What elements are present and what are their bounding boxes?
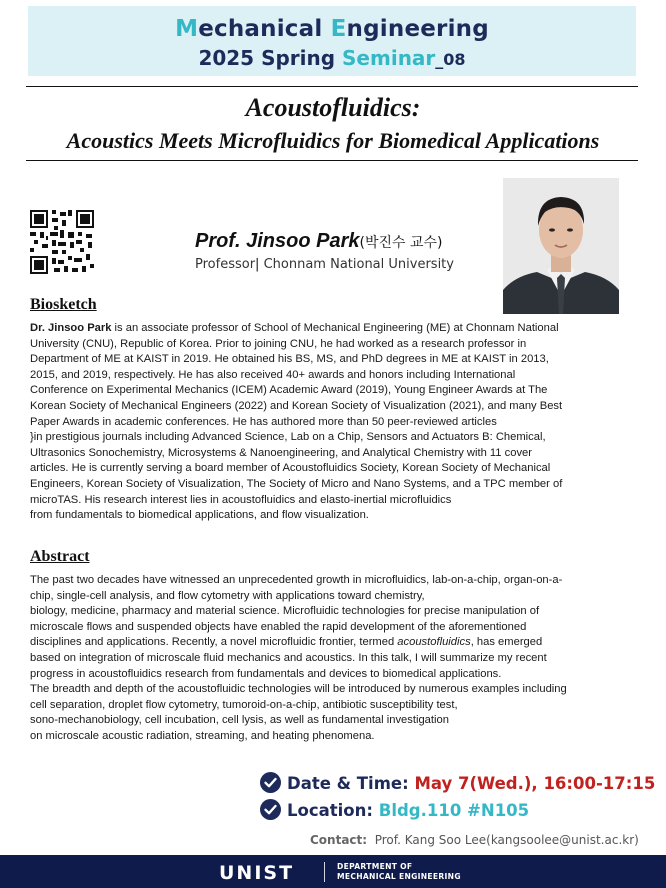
seminar-word: Seminar bbox=[342, 46, 436, 70]
footer-dept-line-2: MECHANICAL ENGINEERING bbox=[337, 872, 461, 881]
speaker-name-korean: (박진수 교수) bbox=[359, 235, 443, 251]
contact-info bbox=[310, 833, 639, 847]
seminar-year: 2025 Spring bbox=[198, 46, 343, 70]
abstract-heading: Abstract bbox=[30, 548, 90, 565]
biosketch-line: Paper Awards in academic conferences. He has authored more than 50 peer-reviewed articles bbox=[30, 415, 497, 428]
date-value: May 7(Wed.), 16:00-17:15 bbox=[414, 774, 656, 793]
dept-text-2: ngineering bbox=[346, 16, 489, 42]
abstract-line: biology, medicine, pharmacy and material science. Microfluidic technologies for precise manipulation of bbox=[30, 605, 540, 618]
footer-divider bbox=[324, 862, 325, 882]
talk-title-line-1: Acoustofluidics: bbox=[245, 93, 421, 122]
location-row bbox=[260, 801, 529, 825]
abstract-line: cell separation, droplet flow cytometry, tumoroid-on-a-chip, antibiotic susceptibility test, bbox=[30, 698, 458, 711]
biosketch-line: articles. He is currently serving a board member of Acoustofluidics Society, Korean Society of Mechanical bbox=[30, 462, 551, 475]
biosketch-line: Ultrasonics Sonochemistry, Microsystems & Nanoengineering, and Analytical Chemistry with 11 cover bbox=[30, 446, 532, 459]
affiliation-separator: | bbox=[255, 257, 260, 272]
location-label: Location: bbox=[287, 801, 373, 820]
biosketch-line: 2015, and 2019, respectively. He has also received 40+ awards and honors including International bbox=[30, 368, 516, 381]
speaker-name bbox=[195, 230, 443, 253]
biosketch-line: Conference on Experimental Mechanics (ICEM) Academic Award (2019), Young Engineer Awards at The bbox=[30, 384, 548, 397]
location-value: Bldg.110 #N105 bbox=[378, 801, 530, 820]
seminar-header bbox=[28, 6, 636, 76]
abstract-line: microscale flows and suspended objects have enabled the rapid development of the aforementioned bbox=[30, 620, 527, 633]
biosketch-line: microTAS. His research interest lies in acoustofluidics and elasto-inertial microfluidics bbox=[30, 493, 452, 506]
biosketch-line: }in prestigious journals including Advanced Science, Lab on a Chip, Sensors and Actuators B: Chemical, bbox=[30, 431, 546, 444]
abstract-line: based on integration of microscale fluid mechanics and acoustics. In this talk, I will summarize my recent bbox=[30, 651, 547, 664]
qr-code-icon[interactable] bbox=[28, 208, 96, 276]
abstract-line: progress in acoustofluidics research from fundamentals and devices to biomedical applications. bbox=[30, 667, 502, 680]
abstract-line: on microscale acoustic radiation, streaming, and heating phenomena. bbox=[30, 729, 375, 742]
abstract-line: chip, single-cell analysis, and flow cytometry with applications toward chemistry, bbox=[30, 589, 425, 602]
title-rule-bottom bbox=[26, 160, 638, 161]
speaker-affiliation bbox=[195, 257, 454, 272]
speaker-photo bbox=[503, 178, 619, 314]
biosketch-line: from fundamentals to biomedical applications, and flow visualization. bbox=[30, 509, 369, 522]
dept-text-1: echanical bbox=[198, 16, 331, 42]
footer-bar bbox=[0, 855, 666, 888]
biosketch-line: Engineers, Korean Society of Visualization, The Society of Micro and Nano Systems, and a TPC member of bbox=[30, 477, 563, 490]
biosketch-first-line: is an associate professor of School of Mechanical Engineering (ME) at Chonnam National bbox=[111, 322, 559, 334]
speaker-position: Professor bbox=[195, 257, 256, 272]
check-circle-icon bbox=[260, 772, 281, 793]
speaker-name-text: Prof. Jinsoo Park bbox=[195, 230, 360, 252]
abstract-line: sono-mechanobiology, cell incubation, cell lysis, as well as fundamental investigation bbox=[30, 714, 449, 727]
abstract-line bbox=[30, 635, 650, 651]
seminar-title bbox=[28, 46, 636, 70]
contact-label: Contact: bbox=[310, 833, 368, 847]
footer-dept-line-1: DEPARTMENT OF bbox=[337, 862, 413, 871]
footer-department bbox=[337, 862, 461, 882]
unist-logo: UNIST bbox=[219, 862, 295, 884]
biosketch-line: University (CNU), Republic of Korea. Prior to joining CNU, he had worked as a research professor in bbox=[30, 337, 527, 350]
department-title bbox=[28, 16, 636, 42]
biosketch-line: Korean Society of Mechanical Engineers (2022) and Korean Society of Visualization (2021), and many Best bbox=[30, 399, 563, 412]
seminar-number: _08 bbox=[435, 50, 466, 69]
title-rule-top bbox=[26, 86, 638, 87]
date-time-row bbox=[260, 774, 655, 798]
speaker-institution: Chonnam National University bbox=[263, 257, 454, 272]
abstract-line-pre: disciplines and applications. Recently, a novel microfluidic frontier, termed bbox=[30, 636, 398, 649]
talk-title-line-2: Acoustics Meets Microfluidics for Biomedical Applications bbox=[66, 128, 600, 153]
biosketch-heading: Biosketch bbox=[30, 296, 97, 313]
biosketch-line: Department of ME at KAIST in 2019. He obtained his BS, MS, and PhD degrees in ME at KAIST in 2013, bbox=[30, 353, 549, 366]
date-label: Date & Time: bbox=[287, 774, 409, 793]
biosketch-name: Dr. Jinsoo Park bbox=[30, 322, 112, 334]
abstract-line: The breadth and depth of the acoustofluidic technologies will be introduced by numerous examples including bbox=[30, 683, 567, 696]
dept-letter-m: M bbox=[175, 16, 199, 42]
abstract-text bbox=[30, 573, 650, 745]
check-circle-icon bbox=[260, 799, 281, 820]
abstract-italic-term: acoustofluidics bbox=[397, 636, 471, 649]
biosketch-text bbox=[30, 321, 650, 524]
contact-value[interactable]: Prof. Kang Soo Lee(kangsoolee@unist.ac.kr) bbox=[374, 833, 639, 847]
abstract-line: The past two decades have witnessed an unprecedented growth in microfluidics, lab-on-a-chip, organ-on-a- bbox=[30, 574, 563, 586]
abstract-line-post: , has emerged bbox=[470, 636, 543, 649]
biosketch-line bbox=[30, 321, 650, 337]
dept-letter-e: E bbox=[330, 16, 347, 42]
